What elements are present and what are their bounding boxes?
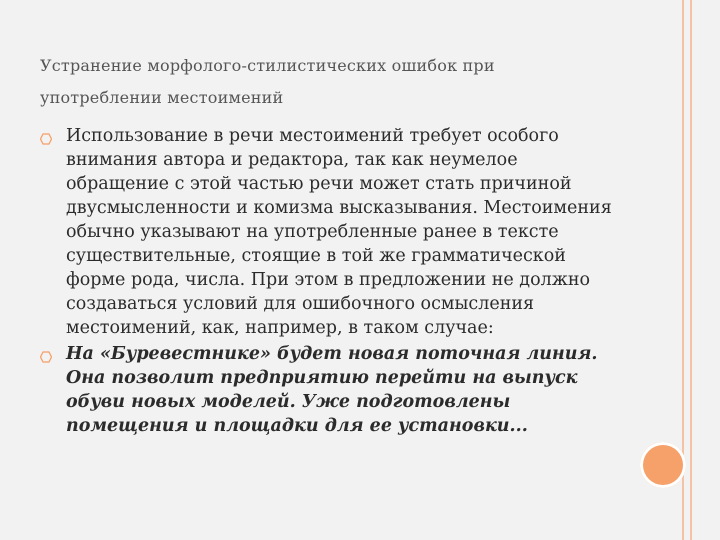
decorative-circle xyxy=(640,442,686,488)
decorative-line xyxy=(690,0,692,540)
bullet-item xyxy=(40,124,622,340)
slide-content xyxy=(40,124,622,440)
slide-title: Устранение морфолого-стилистических ошибок при употреблении местоимений xyxy=(40,56,495,107)
hexagon-bullet-icon xyxy=(40,351,52,363)
bullet-item xyxy=(40,342,622,438)
bullet-text: Использование в речи местоимений требует особого внимания автора и редактора, так как неумелое обращение с этой частью речи может стать причиной двусмысленности и комизма высказывания. Местоимения обычно указывают на употребленные ранее в тексте существительные, стоящие в той же грамматической форме рода, числа. При этом в предложении не должно создаваться условий для ошибочного осмысления местоимений, как, например, в таком случае: xyxy=(66,126,612,338)
hexagon-bullet-icon xyxy=(40,133,52,145)
bullet-text: На «Буревестнике» будет новая поточная линия. Она позволит предприятию перейти на выпуск обуви новых моделей. Уже подготовлены помещения и площадки для ее установки... xyxy=(66,344,598,436)
